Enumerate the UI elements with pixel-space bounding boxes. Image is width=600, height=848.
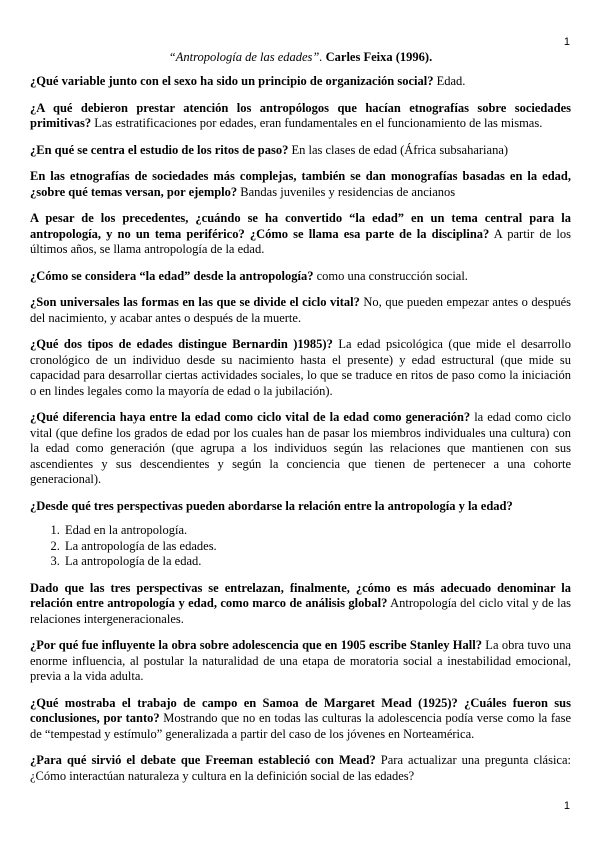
question: ¿Qué mostraba el trabajo de campo en Samoa de Margaret Mead (1925)? ¿Cuáles fueron sus conclusiones, por tanto? [30,695,571,725]
qa-item [30,696,571,743]
qa-item [30,337,571,399]
qa-item [30,581,571,628]
answer: Mostrando que no en todas las culturas la adolescencia podía verse como la fase de “tempestad y estímulo” generalizada a partir del caso de los jóvenes en Norteamérica. [30,711,571,741]
question: A pesar de los precedentes, ¿cuándo se ha convertido “la edad” en un tema central para la antropología, y no un tema periférico? ¿Cómo se llama esa parte de la disciplina? [30,211,571,241]
document-body [30,50,571,795]
perspective-item: 1. Edad en la antropología. [63,523,571,539]
answer: Bandas juveniles y residencias de ancianos [237,184,456,199]
qa-item [30,499,571,515]
perspective-item: 3. La antropología de la edad. [63,554,571,570]
question: ¿Desde qué tres perspectivas pueden abordarse la relación entre la antropología y la edad? [30,498,513,513]
question: ¿Qué variable junto con el sexo ha sido un principio de organización social? [30,74,434,88]
qa-item [30,410,571,488]
question: ¿En qué se centra el estudio de los ritos de paso? [30,142,289,157]
qa-section-2 [30,581,571,785]
answer: La obra tuvo una enorme influencia, al postular la naturalidad de una etapa de moratoria social a inestabilidad emocional, previa a la vida adulta. [30,638,571,683]
page-number-top: 1 [563,36,570,48]
qa-item [30,638,571,685]
answer: No, que pueden empezar antes o después del nacimiento, y acabar antes o después de la muerte. [30,295,571,325]
title-work: “Antropología de las edades”. [168,50,323,64]
answer: La edad psicológica (que mide el desarrollo cronológico de un individuo desde su nacimiento hasta el presente) y edad estructural (que mide su capacidad para desarrollar ciertas actividades sociales, lo que se traduce en ritos de paso como la iniciación o en lindes legales como la mayoría de edad o la jubilación). [30,337,572,398]
answer: Edad. [433,74,466,88]
answer: Para actualizar una pregunta clásica: ¿Cómo interactúan naturaleza y cultura en la definición social de las edades? [30,753,571,783]
qa-section [30,74,571,514]
answer: como una construcción social. [313,268,468,283]
answer: En las clases de edad (África subsahariana) [288,142,509,157]
perspective-item: 2. La antropología de las edades. [63,539,571,555]
qa-item [30,169,571,200]
question: ¿Son universales las formas en las que se divide el ciclo vital? [30,295,360,309]
perspectives-list [30,523,571,570]
qa-item [30,143,571,159]
answer: la edad como ciclo vital (que define los grados de edad por los cuales han de pasar los miembros individuales una cultura) con la edad como generación (que agrupa a los individuos según las relaciones que mantienen con sus ascendientes y sus descendientes y según la conciencia que tienen de pertenecer a una cohorte generacional). [30,410,571,486]
qa-item [30,753,571,784]
answer: Antropología del ciclo vital y de las relaciones intergeneracionales. [30,596,571,626]
qa-item [30,101,571,132]
question: Dado que las tres perspectivas se entrelazan, finalmente, ¿cómo es más adecuado denominar la relación entre antropología y edad, como marco de análisis global? [30,580,571,610]
question: ¿Por qué fue influyente la obra sobre adolescencia que en 1905 escribe Stanley Hall? [30,638,482,652]
title-author: Carles Feixa (1996). [325,50,433,64]
question: ¿Para qué sirvió el debate que Freeman estableció con Mead? [30,753,376,767]
question: ¿A qué debieron prestar atención los antropólogos que hacían etnografías sobre sociedades primitivas? [30,100,571,130]
qa-item [30,211,571,258]
document-title [30,50,571,65]
question: ¿Cómo se considera “la edad” desde la antropología? [30,268,314,283]
question: ¿Qué dos tipos de edades distingue Bernardin )1985)? [30,337,333,351]
question: En las etnografías de sociedades más complejas, también se dan monografías basadas en la edad, ¿sobre qué temas versan, por ejemplo? [30,169,571,199]
question: ¿Qué diferencia haya entre la edad como ciclo vital de la edad como generación? [30,410,471,424]
answer: A partir de los últimos años, se llama antropología de la edad. [30,226,571,256]
answer: Las estratificaciones por edades, eran fundamentales en el funcionamiento de las mismas. [91,116,543,130]
qa-item [30,74,571,90]
page-number-bottom: 1 [563,800,570,812]
qa-item [30,269,571,285]
qa-item [30,295,571,326]
